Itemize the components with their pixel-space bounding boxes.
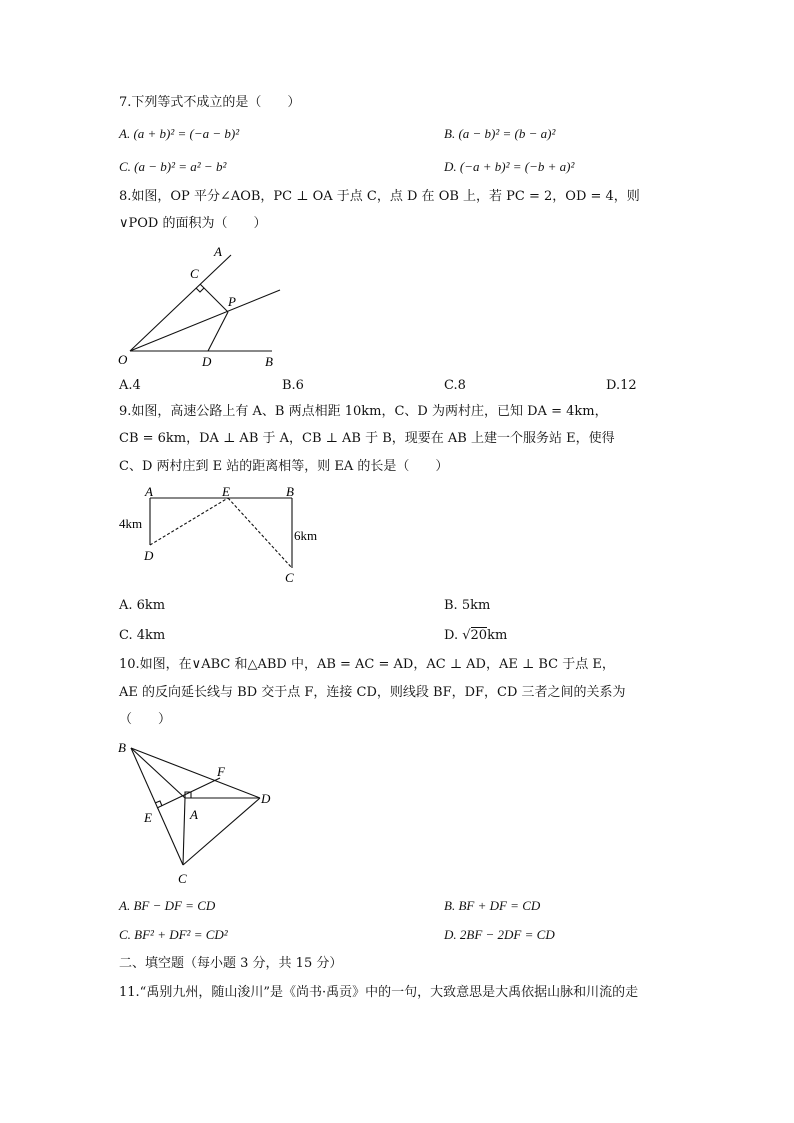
sqrt-icon: √ xyxy=(462,628,471,643)
q10-figure xyxy=(110,735,290,890)
q9-stem-line2: CB = 6km，DA ⊥ AB 于 A，CB ⊥ AB 于 B，现要在 AB 上建一个服务站 E，使得 xyxy=(119,431,615,446)
q9-stem-line1: 9.如图，高速公路上有 A、B 两点相距 10km，C、D 为两村庄，已知 DA = 4km， xyxy=(119,404,608,419)
q7-option-b: B. (a − b)² = (b − a)² xyxy=(444,126,556,141)
q8-option-b: B.6 xyxy=(282,378,304,393)
ray-op xyxy=(130,290,280,351)
q9-option-d-radicand: 20 xyxy=(470,628,488,643)
q7-stem: 7.下列等式不成立的是（ ） xyxy=(119,95,301,110)
segment-ec xyxy=(228,498,292,568)
label-c: C xyxy=(190,266,199,281)
label-a: A xyxy=(145,484,153,499)
length-6km: 6km xyxy=(294,528,318,543)
q10-option-b: B. BF + DF = CD xyxy=(444,898,541,913)
q7-option-c: C. (a − b)² = a² − b² xyxy=(119,159,227,174)
label-e: E xyxy=(222,484,230,499)
label-d: D xyxy=(261,791,271,806)
q10-option-d: D. 2BF − 2DF = CD xyxy=(444,927,555,942)
label-p: P xyxy=(228,294,236,309)
label-e: E xyxy=(144,810,152,825)
q9-option-a: A. 6km xyxy=(119,598,166,613)
q8-figure xyxy=(110,240,300,375)
segment-ac xyxy=(183,798,185,865)
label-b: B xyxy=(118,740,126,755)
label-d: D xyxy=(144,548,154,563)
right-angle-mark xyxy=(196,288,204,292)
label-d: D xyxy=(202,354,212,369)
q10-stem-line1: 10.如图，在∨ABC 和△ABD 中，AB = AC = AD，AC ⊥ AD，AE ⊥ BC 于点 E， xyxy=(119,657,615,672)
q9-option-c: C. 4km xyxy=(119,628,166,643)
q9-option-d-unit: km xyxy=(487,628,508,643)
q11-stem: 11.“禹别九州，随山浚川”是《尚书·禹贡》中的一句，大致意思是大禹依据山脉和川流的走 xyxy=(119,985,639,1000)
q10-option-c: C. BF² + DF² = CD² xyxy=(119,927,228,942)
q10-stem-line3: （ ） xyxy=(119,712,172,727)
q8-option-c: C.8 xyxy=(444,378,466,393)
label-a: A xyxy=(214,244,222,259)
q9-option-b: B. 5km xyxy=(444,598,491,613)
q9-figure xyxy=(110,483,340,588)
label-b: B xyxy=(286,484,294,499)
q7-option-d: D. (−a + b)² = (−b + a)² xyxy=(444,159,575,174)
label-o: O xyxy=(118,352,128,367)
q8-option-a: A.4 xyxy=(119,378,141,393)
length-4km: 4km xyxy=(119,516,143,531)
q9-option-d xyxy=(444,627,507,645)
q8-stem-line1: 8.如图，OP 平分∠AOB，PC ⊥ OA 于点 C，点 D 在 OB 上，若 PC = 2，OD = 4，则 xyxy=(119,189,640,204)
label-c: C xyxy=(285,570,294,585)
q9-option-d-prefix: D. xyxy=(444,628,463,643)
q8-stem-line2: ∨POD 的面积为（ ） xyxy=(119,216,267,231)
q10-stem-line2: AE 的反向延长线与 BD 交于点 F，连接 CD，则线段 BF，DF，CD 三者之间的关系为 xyxy=(119,685,626,700)
segment-de xyxy=(150,498,228,545)
q10-option-a: A. BF − DF = CD xyxy=(119,898,216,913)
segment-ba xyxy=(131,748,185,798)
label-c: C xyxy=(178,871,187,886)
q7-option-a: A. (a + b)² = (−a − b)² xyxy=(119,126,240,141)
label-a: A xyxy=(190,807,198,822)
section-heading: 二、填空题（每小题 3 分，共 15 分） xyxy=(119,956,343,971)
q8-option-d: D.12 xyxy=(606,378,637,393)
segment-ef xyxy=(157,778,220,808)
label-f: F xyxy=(217,764,225,779)
q9-stem-line3: C、D 两村庄到 E 站的距离相等，则 EA 的长是（ ） xyxy=(119,459,449,474)
label-b: B xyxy=(265,354,273,369)
